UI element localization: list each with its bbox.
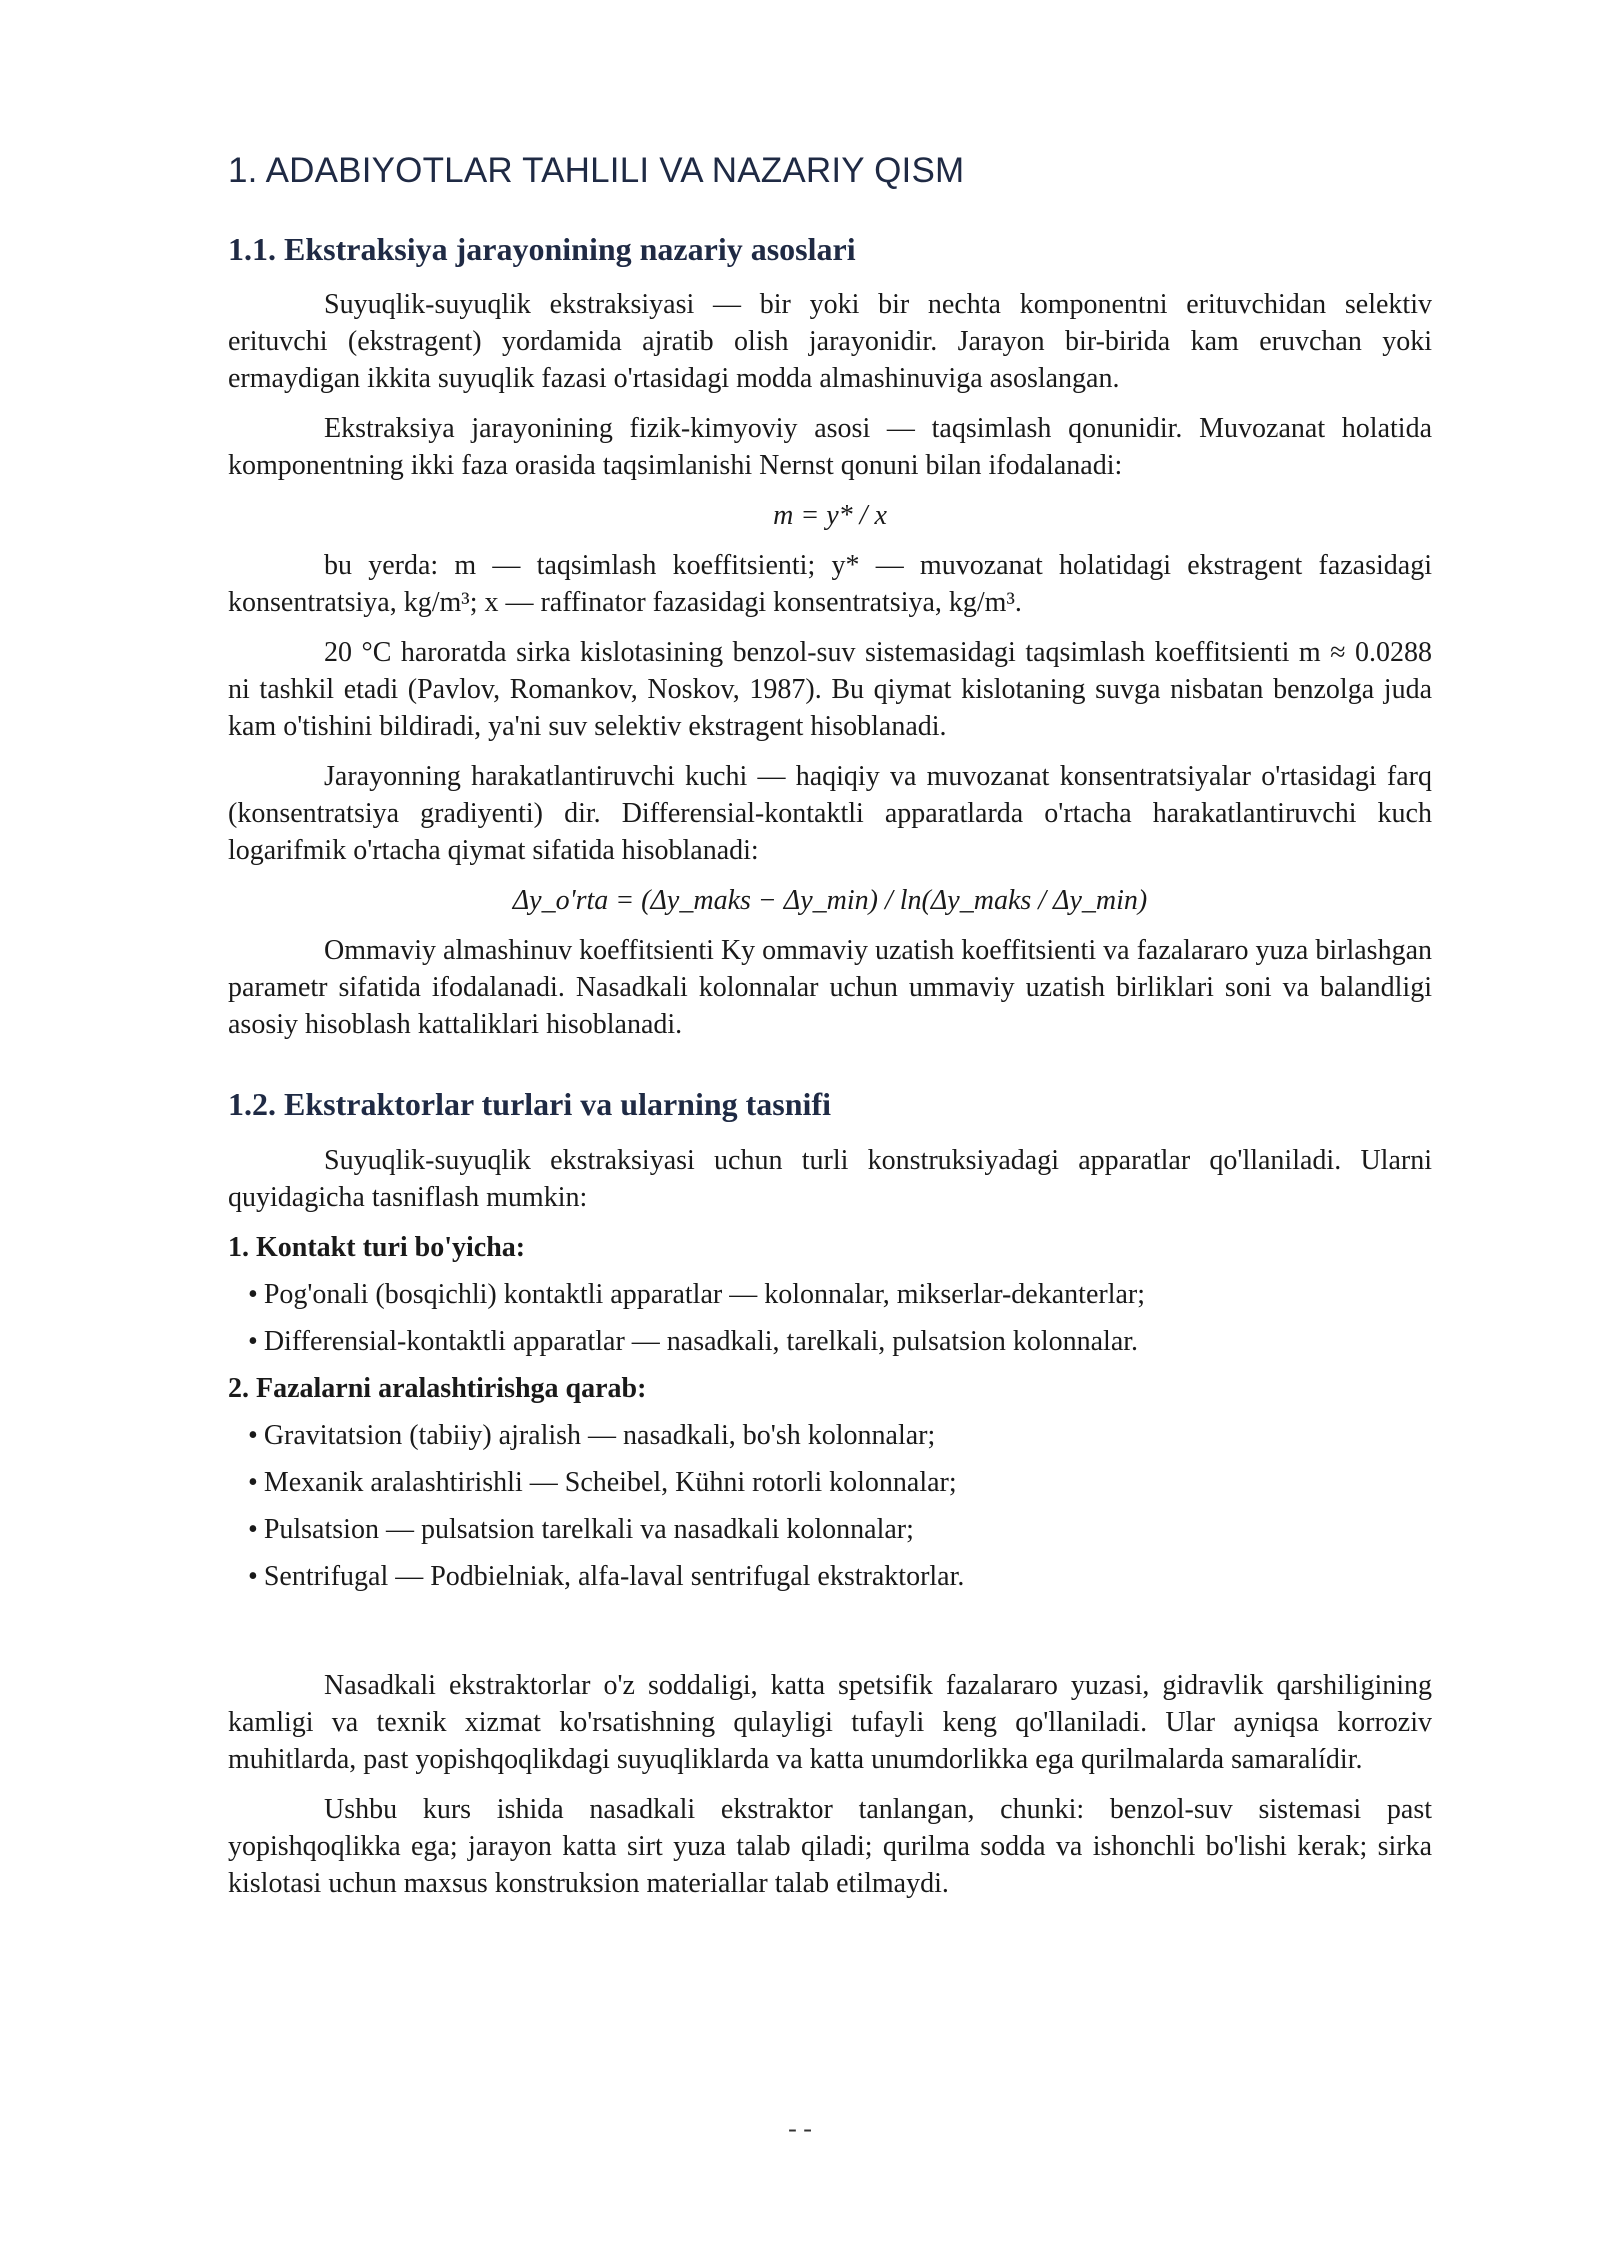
section-spacer (228, 1605, 1432, 1667)
list-item-text: Pog'onali (bosqichli) kontaktli apparatlar — kolonnalar, mikserlar-dekanterlar; (263, 1278, 1146, 1310)
classification-list-2 (228, 1417, 1432, 1595)
list-item (248, 1558, 1432, 1595)
section-title-1-1: 1.1. Ekstraksiya jarayonining nazariy asoslari (228, 231, 856, 267)
paragraph: Ommaviy almashinuv koeffitsienti Ky ommaviy uzatish koeffitsienti va fazalararo yuza birlashgan parametr sifatida ifodalanadi. Nasadkali kolonnalar uchun ummaviy uzatish birliklari soni va balandligi asosiy hisoblash kattaliklari hisoblanadi. (228, 935, 1432, 1041)
chapter-title: 1. ADABIYOTLAR TAHLILI VA NAZARIY QISM (228, 151, 965, 190)
list-item-text: Differensial-kontaktli apparatlar — nasadkali, tarelkali, pulsatsion kolonnalar. (263, 1325, 1139, 1357)
bullet-icon: • (248, 1560, 258, 1592)
paragraph: Jarayonning harakatlantiruvchi kuchi — haqiqiy va muvozanat konsentratsiyalar o'rtasidagi farq (konsentratsiya gradiyenti) dir. Differensial-kontaktli apparatlarda o'rtacha harakatlantiruvchi kuch logarifmik o'rtacha qiymat sifatida hisoblanadi: (228, 761, 1432, 867)
paragraph: Ekstraksiya jarayonining fizik-kimyoviy asosi — taqsimlash qonunidir. Muvozanat holatida komponentning ikki faza orasida taqsimlanishi Nernst qonuni bilan ifodalanadi: (228, 413, 1432, 482)
list-item-text: Pulsatsion — pulsatsion tarelkali va nasadkali kolonnalar; (263, 1513, 914, 1545)
classification-heading-2: 2. Fazalarni aralashtirishga qarab: (228, 1372, 647, 1404)
classification-heading-1: 1. Kontakt turi bo'yicha: (228, 1231, 526, 1263)
list-item (248, 1417, 1432, 1454)
paragraph: 20 °C haroratda sirka kislotasining benzol-suv sistemasidagi taqsimlash koeffitsienti m ≈ 0.0288 ni tashkil etadi (Pavlov, Romankov, Noskov, 1987). Bu qiymat kislotaning suvga nisbatan benzolga juda kam o'tishini bildiradi, ya'ni suv selektiv ekstragent hisoblanadi. (228, 637, 1432, 743)
classification-list-1 (228, 1276, 1432, 1360)
bullet-icon: • (248, 1325, 258, 1357)
list-item-text: Gravitatsion (tabiiy) ajralish — nasadkali, bo'sh kolonnalar; (263, 1419, 936, 1451)
paragraph: Nasadkali ekstraktorlar o'z soddaligi, katta spetsifik fazalararo yuzasi, gidravlik qarshiligining kamligi va texnik xizmat ko'rsatishning qulayligi tufayli keng qo'llaniladi. Ular ayniqsa korroziv muhitlarda, past yopishqoqlikdagi suyuqliklarda va katta unumdorlikka ega qurilmalarda samaralídir. (228, 1669, 1432, 1775)
list-item-text: Mexanik aralashtirishli — Scheibel, Kühni rotorli kolonnalar; (263, 1466, 957, 1498)
list-item-text: Sentrifugal — Podbielniak, alfa-laval sentrifugal ekstraktorlar. (263, 1560, 965, 1592)
paragraph: Suyuqlik-suyuqlik ekstraksiyasi uchun turli konstruksiyadagi apparatlar qo'llaniladi. Ularni quyidagicha tasniflash mumkin: (228, 1144, 1432, 1213)
bullet-icon: • (248, 1419, 258, 1451)
list-item (248, 1323, 1432, 1360)
bullet-icon: • (248, 1466, 258, 1498)
formula-log-mean: Δy_o'rta = (Δy_maks − Δy_min) / ln(Δy_maks / Δy_min) (512, 885, 1148, 917)
page-number: - - (788, 2114, 812, 2143)
paragraph: bu yerda: m — taqsimlash koeffitsienti; y* — muvozanat holatidagi ekstragent fazasidagi konsentratsiya, kg/m³; x — raffinator fazasidagi konsentratsiya, kg/m³. (228, 550, 1432, 619)
list-item (248, 1276, 1432, 1313)
list-item (248, 1511, 1432, 1548)
formula-distribution: m = y* / x (773, 500, 887, 532)
paragraph: Ushbu kurs ishida nasadkali ekstraktor tanlangan, chunki: benzol-suv sistemasi past yopishqoqlikka ega; jarayon katta sirt yuza talab qiladi; qurilma sodda va ishonchli bo'lishi kerak; sirka kislotasi uchun maxsus konstruksion materiallar talab etilmaydi. (228, 1793, 1432, 1899)
list-item (248, 1464, 1432, 1501)
section-title-1-2: 1.2. Ekstraktorlar turlari va ularning tasnifi (228, 1086, 831, 1123)
bullet-icon: • (248, 1513, 258, 1545)
paragraph: Suyuqlik-suyuqlik ekstraksiyasi — bir yoki bir nechta komponentni erituvchidan selektiv erituvchi (ekstragent) yordamida ajratib olish jarayonidir. Jarayon bir-birida kam eruvchan yoki ermaydigan ikkita suyuqlik fazasi o'rtasidagi modda almashinuviga asoslangan. (228, 289, 1432, 395)
bullet-icon: • (248, 1278, 258, 1310)
page-content (228, 150, 1432, 1915)
